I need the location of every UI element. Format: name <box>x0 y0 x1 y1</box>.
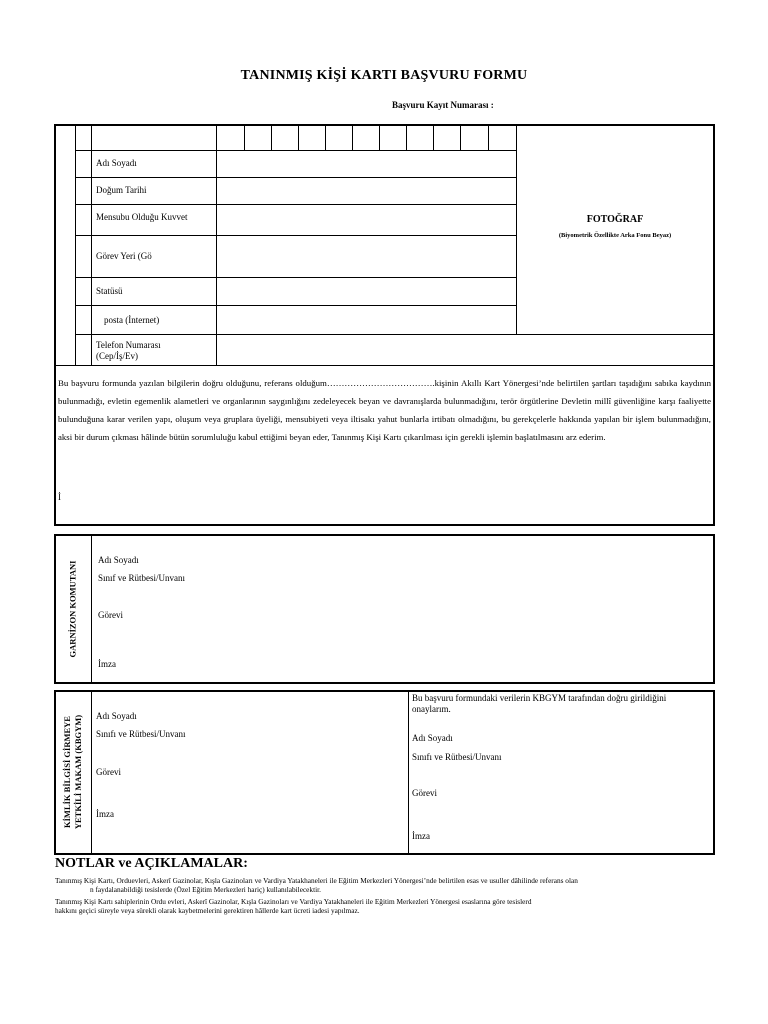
note-line: Tanınmış Kişi Kartı sahiplerinin Ordu evleri, Askerî Gazinolar, Kışla Gazinoları ve Vardiya Yatakhaneleri ile Eğitim Merkezleri Yönergesi esaslarına göre tesislerd <box>55 897 532 906</box>
photo-subtitle: (Biyometrik Özellikte Arka Fonu Beyaz) <box>558 232 672 239</box>
kbgym-label-column-line <box>91 691 92 854</box>
row-line <box>75 177 516 178</box>
note-line: hakkını geçici süreyle veya sürekli olarak kaybetmelerini gerektiren hâllerde kart ücreti iadesi yapılmaz. <box>55 906 360 915</box>
field-label-name: Adı Soyadı <box>96 158 137 168</box>
garrison-rank-label: Sınıf ve Rütbesi/Unvanı <box>98 573 185 583</box>
kbgym-side-label <box>62 715 84 829</box>
kbgym-rank-label: Sınıfı ve Rütbesi/Unvanı <box>96 729 186 739</box>
kbgym-signature-label: İmza <box>96 809 114 819</box>
reg-cell-divider <box>379 125 380 151</box>
field-label-phone-types: (Cep/İş/Ev) <box>96 351 138 361</box>
registration-number-label: Başvuru Kayıt Numarası : <box>392 100 494 110</box>
note-line: n faydalanabildiği tesislerde (Özel Eğitim Merkezleri hariç) kullanılabilecektir. <box>90 885 321 894</box>
field-label-force: Mensubu Olduğu Kuvvet <box>96 212 188 222</box>
garrison-label-column-line <box>91 535 92 683</box>
form-title: TANINMIŞ KİŞİ KARTI BAŞVURU FORMU <box>240 68 528 83</box>
declaration-signature-mark: İ <box>58 492 61 502</box>
field-label-status: Statüsü <box>96 286 123 296</box>
reg-cell-divider <box>488 125 489 151</box>
kbgym-name-label: Adı Soyadı <box>96 711 137 721</box>
row-line <box>75 334 715 335</box>
kbgym-approver-duty-label: Görevi <box>412 788 437 798</box>
kbgym-approval-column-line <box>408 691 409 854</box>
kbgym-duty-label: Görevi <box>96 767 121 777</box>
kbgym-approval-text-line1: Bu başvuru formundaki verilerin KBGYM tarafından doğru girildiğini <box>412 693 667 703</box>
reg-cell-divider <box>325 125 326 151</box>
kbgym-approver-name-label: Adı Soyadı <box>412 733 453 743</box>
field-label-duty-place: Görev Yeri (Gö <box>96 251 152 261</box>
notes-heading: NOTLAR ve AÇIKLAMALAR: <box>55 856 248 871</box>
garrison-side-label: GARNİZON KOMUTANI <box>67 560 78 658</box>
applicant-label-column-line <box>91 125 92 365</box>
declaration-top-line <box>55 365 715 366</box>
note-line: Tanınmış Kişi Kartı, Orduevleri, Askerî Gazinolar, Kışla Gazinoları ve Vardiya Yatakhaneleri ile Eğitim Merkezleri Yönergesi’nde belirtilen esas ve usuller dâhilinde referans olan <box>55 876 578 885</box>
reg-cell-divider <box>433 125 434 151</box>
row-line <box>75 305 516 306</box>
photo-title: FOTOĞRAF <box>586 214 644 225</box>
kbgym-approver-signature-label: İmza <box>412 831 430 841</box>
garrison-name-label: Adı Soyadı <box>98 555 139 565</box>
field-label-phone: Telefon Numarası <box>96 340 161 350</box>
garrison-duty-label: Görevi <box>98 610 123 620</box>
kbgym-side-label-line2: YETKİLİ MAKAM (KBGYM) <box>73 714 83 830</box>
kbgym-approver-rank-label: Sınıfı ve Rütbesi/Unvanı <box>412 752 502 762</box>
row-line <box>75 204 516 205</box>
reg-cell-divider <box>352 125 353 151</box>
field-label-birth-date: Doğum Tarihi <box>96 185 147 195</box>
kbgym-section <box>54 690 715 855</box>
reg-cell-divider <box>460 125 461 151</box>
kbgym-side-label-line1: KİMLİK BİLGİSİ GİRMEYE <box>62 716 72 828</box>
row-line <box>75 235 516 236</box>
kbgym-approval-text-line2: onaylarım. <box>412 704 451 714</box>
reg-cell-divider <box>298 125 299 151</box>
reg-cell-divider <box>244 125 245 151</box>
reg-cell-divider <box>271 125 272 151</box>
garrison-section <box>54 534 715 684</box>
row-line <box>75 150 516 151</box>
applicant-left-margin-line <box>75 125 76 365</box>
field-label-email: posta (İnternet) <box>104 315 160 325</box>
declaration-text: Bu başvuru formunda yazılan bilgilerin doğru olduğunu, referans olduğum……………………………….kişinin Akıllı Kart Yönergesi’nde belirtilen şartları taşıdığını sabıka kaydının bulunmadığı, evletin egemenlik alametleri ve organlarının saygınlığını zedeleyecek beyan ve davranışlarda bulunmadığını, terör örgütlerine Devletin millî güvenliğine karşı faaliyette bulunduğuna karar verilen yapı, oluşum veya gruplara üyeliği, mensubiyeti veya iltisakı yahut bunlarla irtibatı olmadığını, bu gerekçelerle hakkında yapılan bir işlem bulunmadığını, aksi bir durum çıkması hâlinde bütün sorumluluğu kabul ettiğimi beyan eder, Tanınmış Kişi Kartı çıkarılması için gerekli işlemin başlatılmasını arz ederim. <box>58 378 711 442</box>
photo-column-line <box>516 125 517 335</box>
row-line <box>75 277 516 278</box>
garrison-signature-label: İmza <box>98 659 116 669</box>
applicant-value-column-line <box>216 125 217 365</box>
reg-cell-divider <box>406 125 407 151</box>
